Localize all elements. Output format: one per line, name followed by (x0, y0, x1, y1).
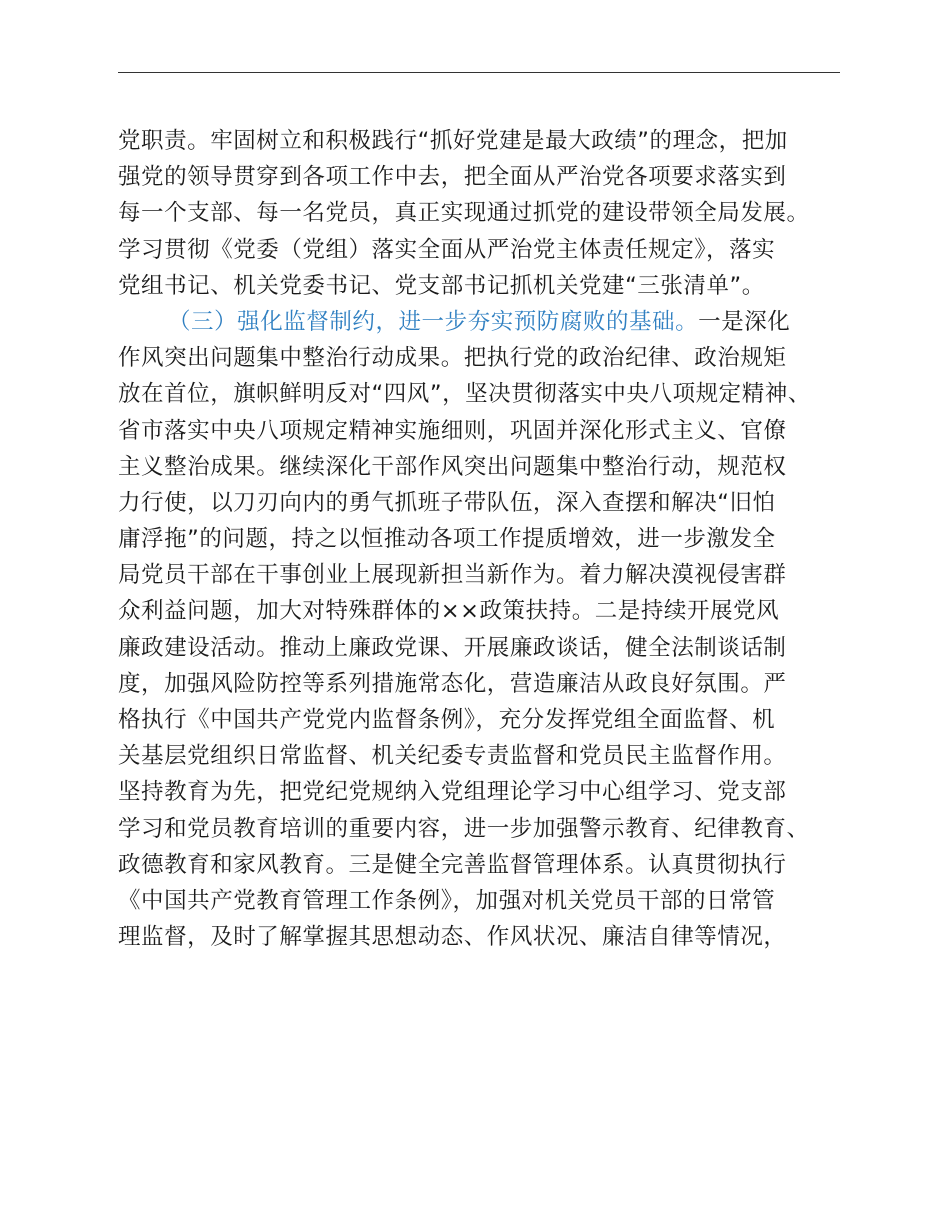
body-line: 每一个支部、每一名党员，真正实现通过抓党的建设带领全局发展。 (118, 200, 810, 227)
body-line: 强党的领导贯穿到各项工作中去，把全面从严治党各项要求落实到 (118, 164, 787, 191)
document-body (118, 123, 842, 955)
body-line: 度，加强风险防控等系列措施常态化，营造廉洁从政良好氛围。严 (118, 670, 787, 697)
body-line: 众利益问题，加大对特殊群体的××政策扶持。二是持续开展党风 (118, 598, 780, 625)
body-line: 主义整治成果。继续深化干部作风突出问题集中整治行动，规范权 (118, 453, 787, 480)
header-rule (118, 72, 840, 73)
body-line: 关基层党组织日常监督、机关纪委专责监督和党员民主监督作用。 (118, 743, 787, 770)
body-line: 廉政建设活动。推动上廉政党课、开展廉政谈话，健全法制谈话制 (118, 634, 787, 661)
section-3-first-line-rest: 一是深化 (698, 308, 791, 335)
body-line: 学习贯彻《党委（党组）落实全面从严治党主体责任规定》，落实 (118, 236, 776, 263)
body-line: 党组书记、机关党委书记、党支部书记抓机关党建“三张清单”。 (118, 272, 765, 299)
body-line: 作风突出问题集中整治行动成果。把执行党的政治纪律、政治规矩 (118, 345, 787, 372)
body-line: 党职责。牢固树立和积极践行“抓好党建是最大政绩”的理念，把加 (118, 128, 788, 154)
body-line: 理监督，及时了解掌握其思想动态、作风状况、廉洁自律等情况， (118, 924, 787, 951)
body-line: 放在首位，旗帜鲜明反对“四风”，坚决贯彻落实中央八项规定精神、 (118, 381, 811, 408)
body-line: 政德教育和家风教育。三是健全完善监督管理体系。认真贯彻执行 (118, 851, 787, 878)
body-line: 力行使，以刀刃向内的勇气抓班子带队伍，深入查摆和解决“旧怕 (118, 489, 776, 516)
section-3-first-line (118, 304, 842, 340)
body-line: 格执行《中国共产党党内监督条例》，充分发挥党组全面监督、机 (118, 707, 776, 733)
body-line: 省市落实中央八项规定精神实施细则，巩固并深化形式主义、官僚 (118, 417, 787, 444)
body-line: 学习和党员教育培训的重要内容，进一步加强警示教育、纪律教育、 (118, 815, 810, 842)
section-3-heading: （三）强化监督制约，进一步夯实预防腐败的基础。 (168, 308, 699, 335)
body-line: 《中国共产党教育管理工作条例》，加强对机关党员干部的日常管 (118, 887, 776, 914)
body-line: 庸浮拖”的问题，持之以恒推动各项工作提质增效，进一步激发全 (118, 526, 776, 553)
body-line: 坚持教育为先，把党纪党规纳入党组理论学习中心组学习、党支部 (118, 779, 787, 806)
body-line: 局党员干部在干事创业上展现新担当新作为。着力解决漠视侵害群 (118, 562, 787, 589)
